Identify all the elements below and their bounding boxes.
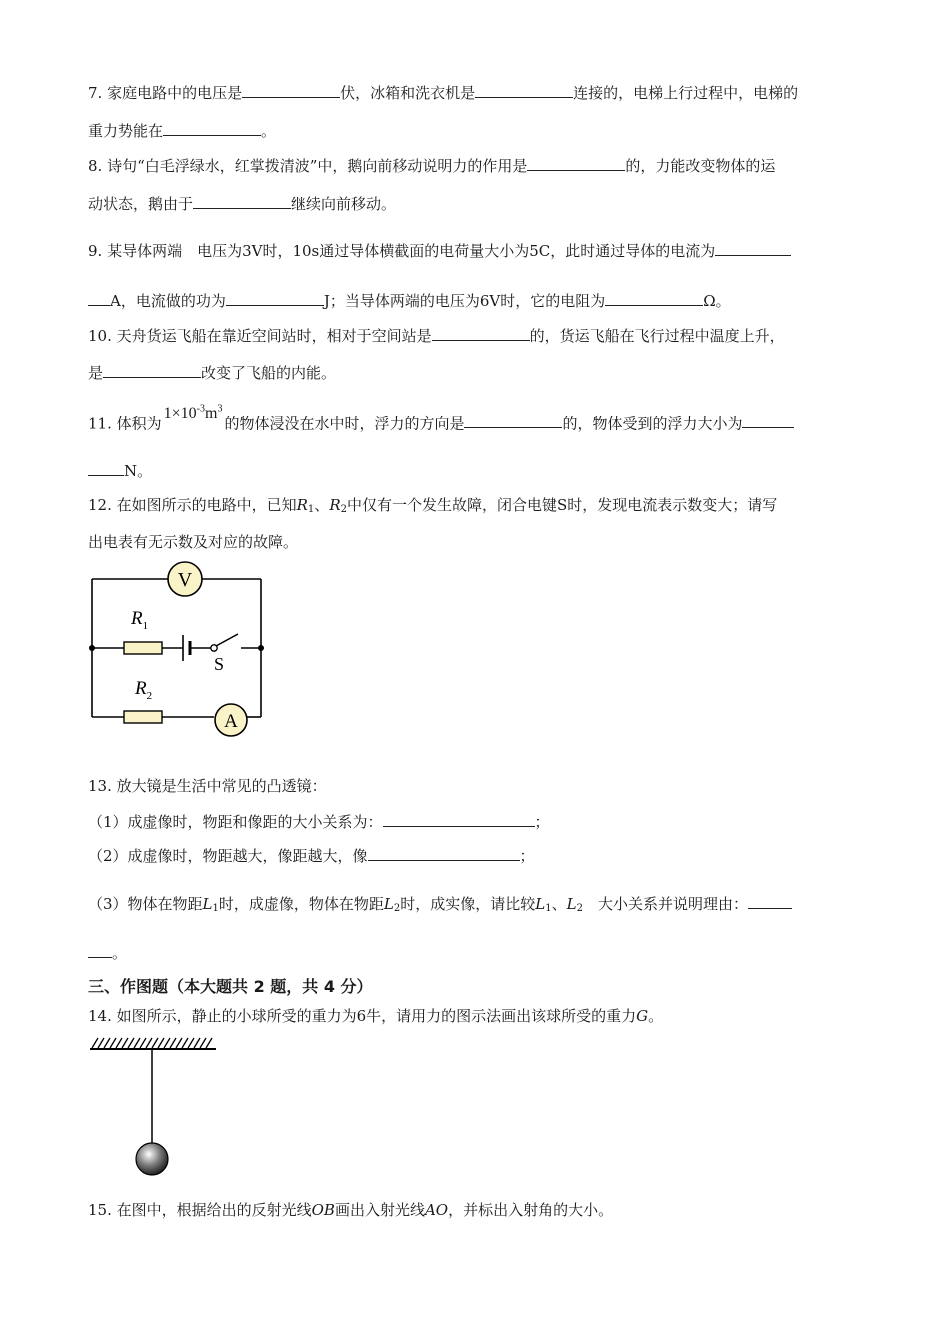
q14-text: 。 [648,1007,664,1025]
circuit-diagram [80,560,280,740]
q13-text: ； [519,847,535,865]
question-15-line [88,1200,613,1220]
q11-blank-2a[interactable] [742,412,794,428]
r2-label-letter: R [135,678,147,699]
r1-label-subscript: 1 [142,620,149,632]
l-subscript: 2 [576,903,583,914]
ball-icon [136,1143,168,1175]
switch-blade-icon [216,634,238,646]
ceiling-hatch-icon [90,1038,216,1049]
section-3-heading [88,977,373,997]
question-9-line-2 [88,290,731,311]
switch-label: S [214,654,225,674]
question-8-line-1 [88,155,775,176]
question-11-line-1 [88,404,794,434]
ray-ob-label: OB [311,1201,335,1219]
question-13-part-2 [88,845,535,866]
r2-symbol: R [329,496,341,514]
q9-text: Ω。 [703,292,731,310]
q9-text: A，电流做的功为 [110,292,226,310]
q9-blank-1b[interactable] [88,290,110,306]
question-7-line-1 [88,82,798,103]
q12-text: 、 [314,496,330,514]
question-13-title [88,776,327,796]
junction-dot-icon [258,645,264,651]
r1-subscript: 1 [307,504,315,515]
q10-text: 10. 天舟货运飞船在靠近空间站时，相对于空间站是 [88,327,432,345]
q13-text: （3）物体在物距 [88,895,203,913]
q13-blank-3a[interactable] [748,893,792,909]
q10-text: 的，货运飞船在飞行过程中温度上升， [529,327,785,345]
q12-text: 12. 在如图所示的电路中，已知 [88,496,297,514]
q9-text: J；当导体两端的电压为6V时，它的电阻为 [323,292,606,310]
volume-formula [164,405,223,422]
q7-text: 7. 家庭电路中的电压是 [88,84,243,102]
r1-label [130,608,148,632]
q8-blank-1[interactable] [527,155,625,171]
resistor-r2-icon [124,711,162,723]
q13-blank-1[interactable] [383,811,535,827]
q11-text: N。 [124,462,153,480]
formula-unit-exponent: 3 [217,404,223,415]
q8-text: 8. 诗句“白毛浮绿水，红掌拨清波”中，鹅向前移动说明力的作用是 [88,157,528,175]
q10-blank-2[interactable] [103,362,201,378]
q13-text: 时，成虚像，物体在物距 [218,895,384,913]
q13-text: 大小关系并说明理由： [582,895,748,913]
q13-text: （1）成虚像时，物距和像距的大小关系为： [88,813,383,831]
q13-text: 、 [551,895,567,913]
l-subscript: 1 [545,903,552,914]
question-7-line-2 [88,120,276,141]
question-12-line-2 [88,532,298,552]
q11-text: 的，物体受到的浮力大小为 [562,414,743,433]
resistor-r1-icon [124,642,162,654]
question-14-line [88,1006,663,1026]
l-symbol: L [535,895,546,913]
q8-text: 动状态，鹅由于 [88,195,194,213]
section-title: 三、作图题（本大题共 2 题，共 4 分） [88,977,373,996]
q14-text: 14. 如图所示，静止的小球所受的重力为6牛，请用力的图示法画出该球所受的重力 [88,1007,637,1025]
question-10-line-1 [88,325,785,346]
q9-blank-3[interactable] [605,290,703,306]
q15-text: 15. 在图中，根据给出的反射光线 [88,1201,312,1219]
q13-text: ； [534,813,550,831]
q8-text: 继续向前移动。 [291,195,397,213]
r1-symbol: R [296,496,308,514]
q11-blank-2b[interactable] [88,460,124,476]
question-13-part-3-cont [88,942,127,963]
q15-text: 画出入射光线 [334,1201,425,1219]
question-9-line-1 [88,240,791,261]
q13-text: 。 [112,944,128,962]
q12-text: 中仅有一个发生故障，闭合电键S时，发现电流表示数变大；请写 [346,496,778,514]
q8-blank-2[interactable] [193,193,291,209]
hanging-ball-figure [86,1036,226,1178]
ammeter-label: A [224,711,238,732]
r1-label-letter: R [131,608,143,629]
voltmeter-label: V [177,569,193,591]
q13-text: （2）成虚像时，物距越大，像距越大，像 [88,847,368,865]
q7-text: 重力势能在 [88,122,164,140]
junction-dot-icon [89,645,95,651]
q13-blank-3b[interactable] [88,942,112,958]
q11-text: 11. 体积为 [88,414,162,433]
q15-text: ，并标出入射角的大小。 [448,1201,614,1219]
r2-label-subscript: 2 [146,690,153,702]
formula-base: 1×10 [163,405,197,423]
q7-blank-1[interactable] [242,82,340,98]
question-10-line-2 [88,362,336,383]
q13-text: 时，成实像，请比较 [400,895,536,913]
q13-blank-2[interactable] [368,845,520,861]
q10-text: 改变了飞船的内能。 [201,364,337,382]
question-13-part-1 [88,811,550,832]
q13-text: 13. 放大镜是生活中常见的凸透镜： [88,777,327,795]
q11-blank-1[interactable] [464,412,562,428]
q7-blank-2[interactable] [475,82,573,98]
l-symbol: L [566,895,577,913]
l-subscript: 1 [212,903,219,914]
q7-text: 。 [261,122,277,140]
q9-blank-1a[interactable] [715,240,791,256]
r2-label [134,678,152,702]
q10-blank-1[interactable] [432,325,530,341]
ray-ao-label: AO [424,1201,449,1219]
q12-text: 出电表有无示数及对应的故障。 [88,533,299,551]
q7-blank-3[interactable] [163,120,261,136]
l-symbol: L [383,895,394,913]
l-symbol: L [202,895,213,913]
q9-text: 9. 某导体两端 电压为3V时，10s通过导体横截面的电荷量大小为5C，此时通过导体的电流为 [88,242,716,260]
q7-text: 伏，冰箱和洗衣机是 [340,84,476,102]
formula-unit: m [205,405,218,423]
r2-subscript: 2 [340,504,347,515]
question-12-line-1 [88,495,777,520]
question-13-part-3 [88,893,792,919]
q11-text: 的物体浸没在水中时，浮力的方向是 [224,414,465,433]
q9-blank-2[interactable] [226,290,324,306]
question-8-line-2 [88,193,396,214]
l-subscript: 2 [393,903,401,914]
formula-exponent: -3 [196,404,205,415]
q7-text: 连接的，电梯上行过程中，电梯的 [573,84,799,102]
q8-text: 的，力能改变物体的运 [625,157,776,175]
q10-text: 是 [88,364,104,382]
gravity-symbol: G [636,1007,649,1025]
question-11-line-2 [88,460,152,481]
